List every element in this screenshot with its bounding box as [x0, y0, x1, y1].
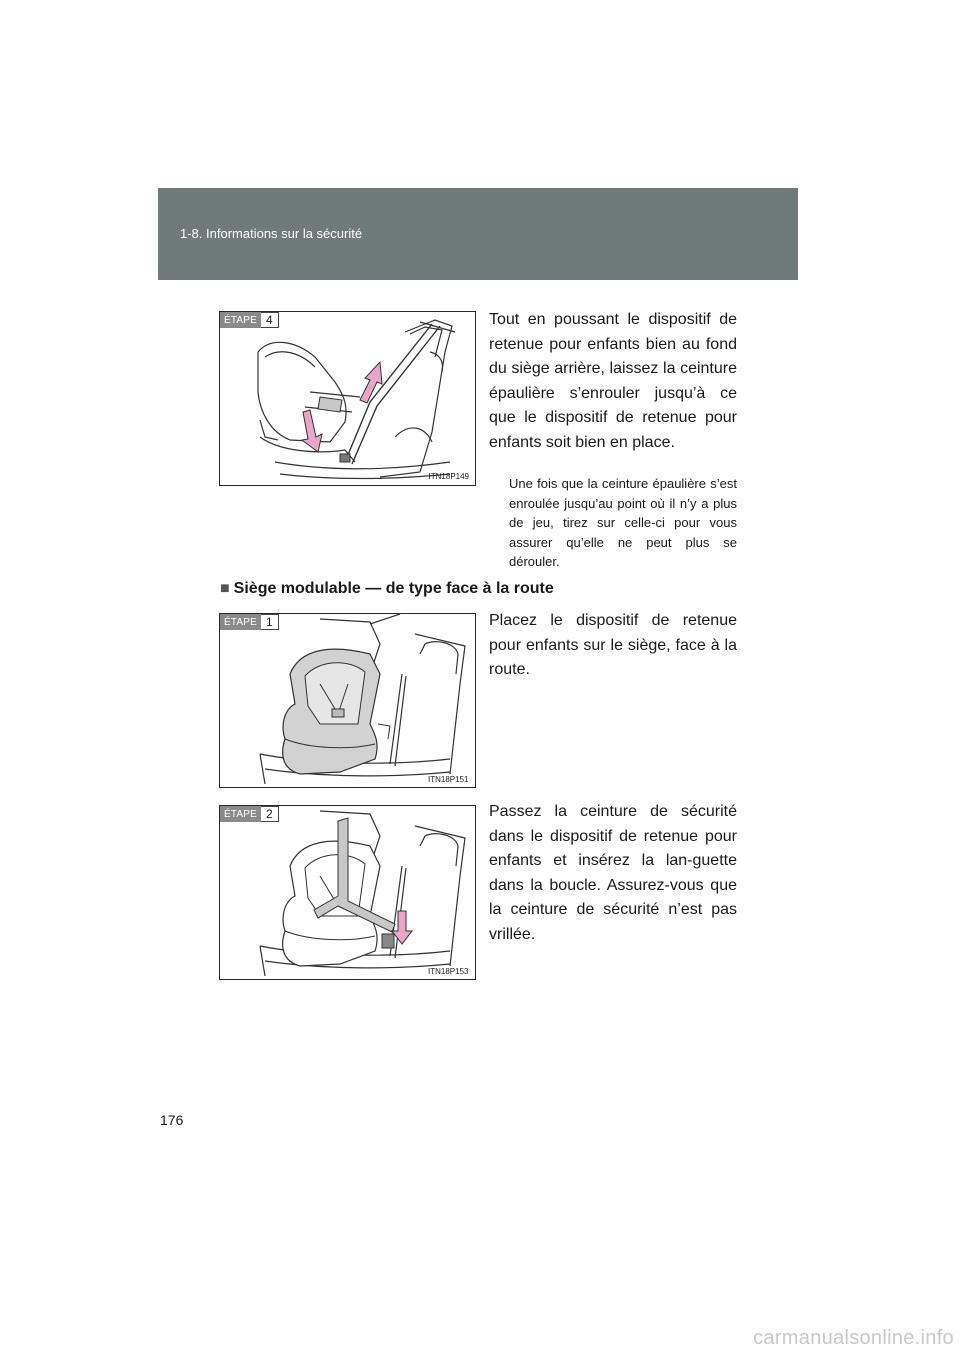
forward-seat-illustration [220, 614, 475, 787]
buckle-shape [340, 454, 350, 462]
chapter-header [158, 188, 798, 280]
watermark [660, 1308, 960, 1358]
step-badge [220, 312, 279, 328]
figure-code: ITN18P149 [428, 472, 469, 481]
step-2-instruction: Passez la ceinture de sécurité dans le dispositif de retenue pour enfants et insérez la lan-guette dans la boucle. Assurez-vous que la ceinture de sécurité n’est pas vrillée. [489, 803, 737, 943]
figure-code: ITN18P151 [428, 775, 469, 784]
step-4-figure [219, 311, 476, 486]
step-number: 2 [261, 806, 279, 822]
step-2-figure [219, 805, 476, 980]
infant-seat-illustration [220, 312, 475, 485]
chapter-title: 1-8. Informations sur la sécurité [180, 226, 363, 241]
step-label: ÉTAPE [220, 312, 261, 328]
watermark-text: carmanualsonline.info [753, 1327, 954, 1349]
step-badge [220, 614, 279, 630]
step-number: 1 [261, 614, 279, 630]
push-back-arrow-icon [302, 410, 322, 452]
step-1-figure [219, 613, 476, 788]
page-number: 176 [160, 1112, 184, 1128]
buckle-shape [382, 934, 394, 948]
step-label: ÉTAPE [220, 614, 261, 630]
step-number: 4 [261, 312, 279, 328]
figure-code: ITN18P153 [428, 967, 469, 976]
step-label: ÉTAPE [220, 806, 261, 822]
section-heading [220, 580, 554, 598]
step-4-instruction: Tout en poussant le dispositif de retenue pour enfants bien au fond du siège arrière, laissez la ceinture épaulière s’enrouler jusqu’à ce que le dispositif de retenue pour enfants soit bien en place. [489, 311, 737, 451]
belt-buckle-illustration [220, 806, 475, 979]
square-bullet-icon: ■ [220, 580, 230, 597]
step-badge [220, 806, 279, 822]
step-4-note: Une fois que la ceinture épaulière s’est enroulée jusqu’au point où il n’y a plus de jeu, tirez sur celle-ci pour vous assurer qu’elle ne peut plus se dérouler. [509, 476, 737, 569]
pull-up-arrow-icon [360, 362, 382, 403]
step-1-instruction: Placez le dispositif de retenue pour enfants sur le siège, face à la route. [489, 612, 737, 678]
section-heading-text: Siège modulable — de type face à la route [233, 580, 554, 597]
